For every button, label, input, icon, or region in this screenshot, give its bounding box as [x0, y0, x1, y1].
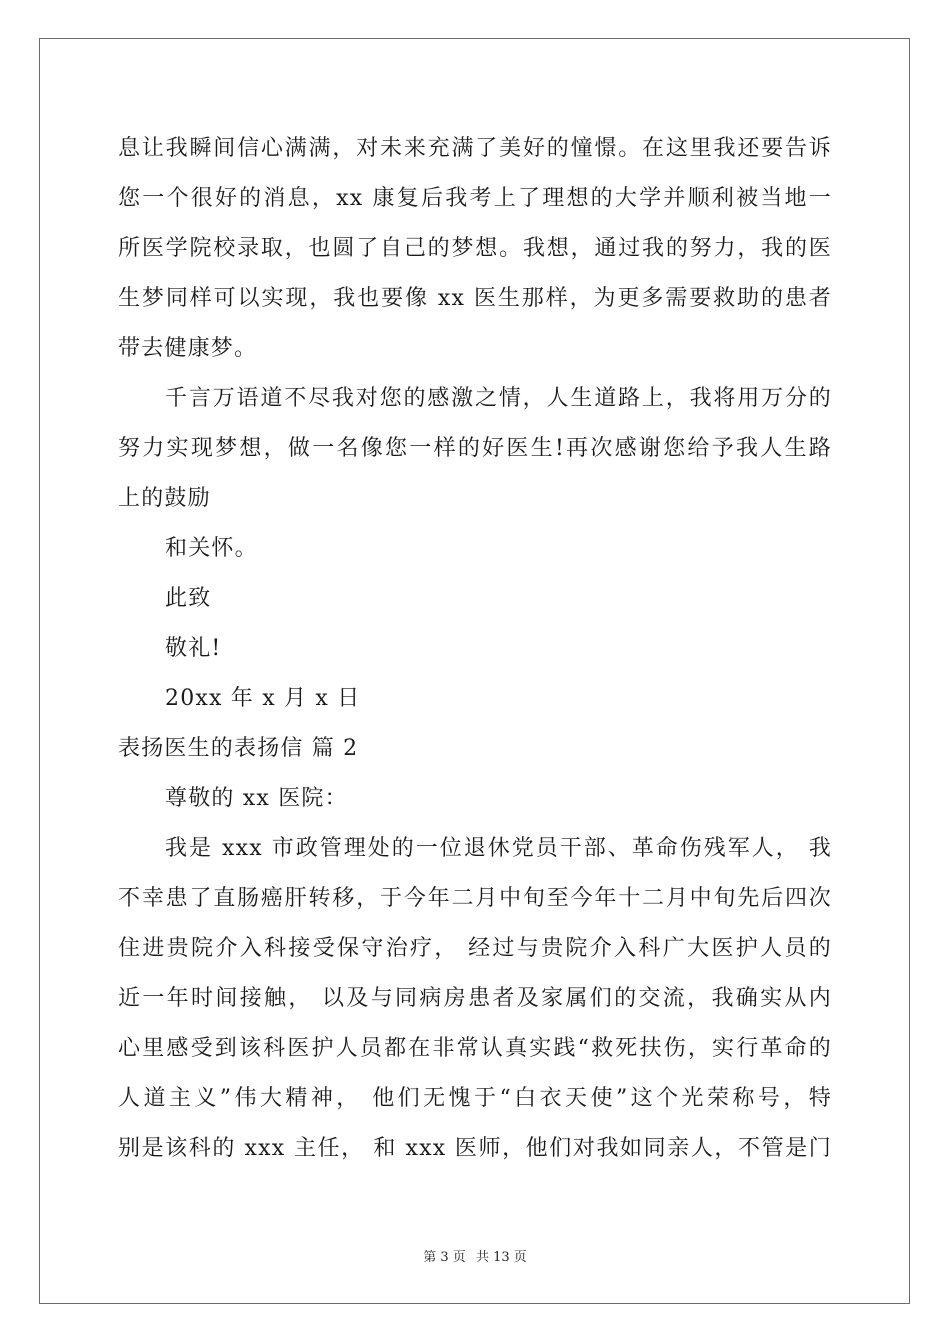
- text-line: 息让我瞬间信心满满，对未来充满了美好的憧憬。在这里我还要告诉: [118, 136, 832, 161]
- section-heading: 表扬医生的表扬信 篇 2: [118, 736, 359, 761]
- text-line: 生梦同样可以实现，我也要像 xx 医生那样，为更多需要救助的患者: [118, 286, 832, 311]
- text-line: 您一个很好的消息，xx 康复后我考上了理想的大学并顺利被当地一: [118, 186, 832, 211]
- text-line: 千言万语道不尽我对您的感激之情，人生道路上，我将用万分的: [165, 386, 832, 411]
- text-line: 人道主义”伟大精神， 他们无愧于“白衣天使”这个光荣称号，特: [118, 1086, 832, 1111]
- letter-greeting: 尊敬的 xx 医院：: [165, 786, 348, 811]
- page-footer: [0, 1246, 950, 1265]
- text-line: 和关怀。: [165, 536, 258, 561]
- text-line: 上的鼓励: [118, 486, 211, 511]
- text-line: 所医学院校录取，也圆了自己的梦想。我想，通过我的努力，我的医: [118, 236, 832, 261]
- text-line: 心里感受到该科医护人员都在非常认真实践“救死扶伤，实行革命的: [118, 1036, 832, 1061]
- closing-regards: 敬礼!: [165, 636, 222, 661]
- text-line: 努力实现梦想，做一名像您一样的好医生!再次感谢您给予我人生路: [118, 436, 832, 461]
- letter-date: 20xx 年 x 月 x 日: [165, 686, 361, 711]
- text-line: 我是 xxx 市政管理处的一位退休党员干部、革命伤残军人， 我: [165, 836, 832, 861]
- document-body: [118, 124, 832, 1174]
- text-line: 别是该科的 xxx 主任， 和 xxx 医师，他们对我如同亲人，不管是门: [118, 1136, 832, 1161]
- text-line: 住进贵院介入科接受保守治疗， 经过与贵院介入科广大医护人员的: [118, 936, 832, 961]
- text-line: 不幸患了直肠癌肝转移，于今年二月中旬至今年十二月中旬先后四次: [118, 886, 832, 911]
- text-line: 近一年时间接触， 以及与同病房患者及家属们的交流，我确实从内: [118, 986, 832, 1011]
- closing-salutation: 此致: [165, 586, 212, 611]
- text-line: 带去健康梦。: [118, 336, 258, 361]
- page-total: 共 13 页: [475, 1250, 527, 1265]
- page-number: 第 3 页: [423, 1250, 466, 1265]
